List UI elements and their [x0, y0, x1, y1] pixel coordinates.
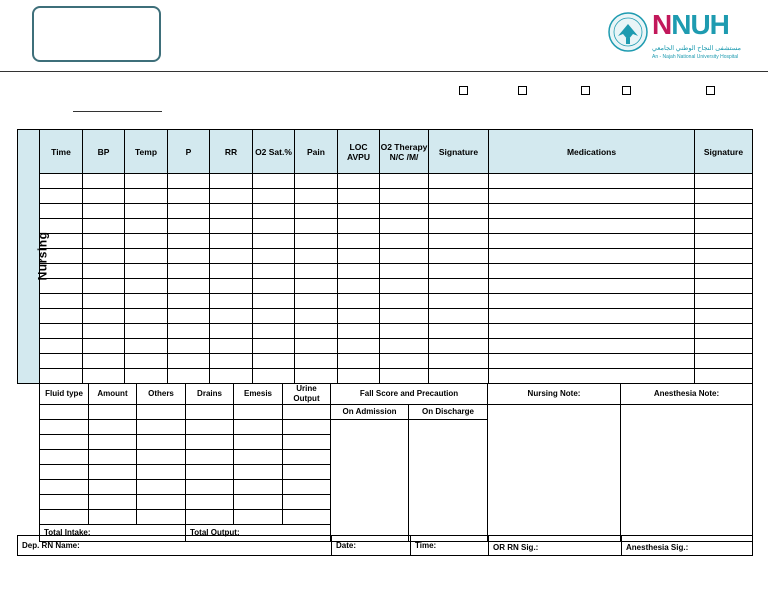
vitals-cell[interactable]: [253, 279, 295, 294]
on-discharge-label: On Discharge: [409, 405, 488, 420]
vitals-cell[interactable]: [125, 354, 168, 369]
fluid-balance-table: [39, 383, 753, 542]
vitals-cell[interactable]: [168, 339, 210, 354]
fluid-cell[interactable]: [234, 450, 283, 465]
vitals-cell[interactable]: [125, 294, 168, 309]
vitals-cell[interactable]: [295, 249, 338, 264]
vitals-cell[interactable]: [168, 354, 210, 369]
fluid-cell[interactable]: [234, 420, 283, 435]
vitals-cell[interactable]: [125, 264, 168, 279]
on-admission-box[interactable]: [331, 420, 409, 542]
total-intake-field[interactable]: Total Intake:: [40, 525, 186, 542]
university-seal-icon: [608, 12, 648, 52]
vitals-cell[interactable]: [253, 324, 295, 339]
vitals-cell[interactable]: [210, 354, 253, 369]
vitals-cell[interactable]: [429, 354, 489, 369]
vitals-cell[interactable]: [295, 294, 338, 309]
vitals-cell[interactable]: [380, 279, 429, 294]
vitals-cell[interactable]: [210, 249, 253, 264]
col-header-others: Others: [137, 384, 186, 405]
vitals-cell[interactable]: [168, 249, 210, 264]
vitals-cell[interactable]: [168, 294, 210, 309]
vitals-cell[interactable]: [695, 324, 753, 339]
vitals-cell[interactable]: [338, 219, 380, 234]
vitals-cell[interactable]: [429, 264, 489, 279]
vitals-row: [18, 324, 753, 339]
vitals-cell[interactable]: [125, 249, 168, 264]
vitals-cell[interactable]: [380, 339, 429, 354]
total-output-field[interactable]: Total Output:: [186, 525, 331, 542]
col-header-time: Time: [40, 130, 83, 174]
vitals-cell[interactable]: [695, 294, 753, 309]
vitals-cell[interactable]: [40, 204, 83, 219]
vitals-cell[interactable]: [295, 264, 338, 279]
fluid-cell[interactable]: [186, 420, 234, 435]
on-admission-label: On Admission: [331, 405, 409, 420]
vitals-cell[interactable]: [253, 174, 295, 189]
fluid-cell[interactable]: [234, 495, 283, 510]
vitals-cell[interactable]: [125, 309, 168, 324]
fluid-cell[interactable]: [137, 420, 186, 435]
vitals-cell[interactable]: [40, 189, 83, 204]
vitals-row: [18, 369, 753, 384]
vitals-cell[interactable]: [83, 339, 125, 354]
vitals-cell[interactable]: [125, 174, 168, 189]
vitals-cell[interactable]: [253, 249, 295, 264]
vitals-cell[interactable]: [489, 219, 695, 234]
logo-english-name: An - Najah National University Hospital: [652, 54, 739, 60]
vitals-cell[interactable]: [83, 309, 125, 324]
vitals-cell[interactable]: [295, 354, 338, 369]
vitals-cell[interactable]: [489, 234, 695, 249]
vitals-cell[interactable]: [295, 309, 338, 324]
vitals-cell[interactable]: [695, 234, 753, 249]
vitals-cell[interactable]: [380, 234, 429, 249]
vitals-cell[interactable]: [489, 369, 695, 384]
vitals-row: [18, 309, 753, 324]
vitals-cell[interactable]: [40, 369, 83, 384]
vitals-cell[interactable]: [295, 174, 338, 189]
vitals-cell[interactable]: [210, 369, 253, 384]
fluid-cell[interactable]: [40, 435, 89, 450]
vitals-cell[interactable]: [695, 249, 753, 264]
checkbox-4[interactable]: [622, 86, 631, 95]
vitals-cell[interactable]: [83, 189, 125, 204]
vitals-cell[interactable]: [295, 339, 338, 354]
nursing-note-label: Nursing Note:: [488, 384, 621, 405]
vitals-cell[interactable]: [380, 309, 429, 324]
fluid-cell[interactable]: [283, 450, 331, 465]
fluid-header-row: [40, 384, 753, 405]
vitals-cell[interactable]: [295, 369, 338, 384]
vitals-cell[interactable]: [338, 294, 380, 309]
vitals-cell[interactable]: [295, 324, 338, 339]
fluid-cell[interactable]: [137, 465, 186, 480]
col-header-signature-2: Signature: [695, 130, 753, 174]
fluid-cell[interactable]: [89, 495, 137, 510]
fluid-cell[interactable]: [40, 480, 89, 495]
time-field[interactable]: Time:: [411, 536, 489, 556]
vitals-cell[interactable]: [253, 264, 295, 279]
vitals-row: [18, 204, 753, 219]
vitals-cell[interactable]: [83, 234, 125, 249]
vitals-cell[interactable]: [168, 309, 210, 324]
vitals-medications-table: [17, 129, 753, 384]
vitals-cell[interactable]: [83, 249, 125, 264]
vitals-cell[interactable]: [338, 174, 380, 189]
vitals-cell[interactable]: [210, 339, 253, 354]
fluid-cell[interactable]: [283, 435, 331, 450]
vitals-cell[interactable]: [295, 189, 338, 204]
fluid-cell[interactable]: [186, 480, 234, 495]
vitals-header-row: [18, 130, 753, 174]
fluid-cell[interactable]: [186, 450, 234, 465]
fluid-cell[interactable]: [137, 450, 186, 465]
vitals-cell[interactable]: [168, 174, 210, 189]
vitals-cell[interactable]: [210, 219, 253, 234]
col-header-bp: BP: [83, 130, 125, 174]
name-underline: [73, 111, 162, 112]
col-header-o2-sat: O2 Sat.%: [253, 130, 295, 174]
vitals-cell[interactable]: [295, 204, 338, 219]
anesthesia-note-label: Anesthesia Note:: [621, 384, 753, 405]
vitals-cell[interactable]: [125, 324, 168, 339]
vitals-cell[interactable]: [125, 189, 168, 204]
vitals-cell[interactable]: [338, 234, 380, 249]
vitals-cell[interactable]: [168, 204, 210, 219]
vitals-cell[interactable]: [338, 204, 380, 219]
vitals-cell[interactable]: [695, 279, 753, 294]
signature-footer: [17, 535, 753, 556]
vitals-cell[interactable]: [295, 279, 338, 294]
vitals-cell[interactable]: [210, 189, 253, 204]
date-field[interactable]: Date:: [332, 536, 411, 556]
vitals-cell[interactable]: [168, 264, 210, 279]
nursing-note-box[interactable]: [488, 405, 621, 542]
fluid-cell[interactable]: [137, 495, 186, 510]
hospital-logo: [608, 8, 741, 64]
col-header-o2-therapy: O2 Therapy N/C /M/: [380, 130, 429, 174]
vitals-cell[interactable]: [380, 219, 429, 234]
checkbox-1[interactable]: [459, 86, 468, 95]
fluid-cell[interactable]: [40, 405, 89, 420]
vitals-cell[interactable]: [253, 309, 295, 324]
vitals-row: [18, 234, 753, 249]
vitals-cell[interactable]: [253, 189, 295, 204]
col-header-loc: LOC AVPU: [338, 130, 380, 174]
logo-wordmark: NNUH: [652, 9, 729, 40]
vitals-cell[interactable]: [338, 354, 380, 369]
vitals-cell[interactable]: [695, 219, 753, 234]
fluid-cell[interactable]: [137, 435, 186, 450]
fluid-cell[interactable]: [89, 510, 137, 525]
vitals-cell[interactable]: [125, 339, 168, 354]
col-header-emesis: Emesis: [234, 384, 283, 405]
vitals-row: [18, 174, 753, 189]
col-header-fluid-type: Fluid type: [40, 384, 89, 405]
fluid-cell[interactable]: [234, 435, 283, 450]
fluid-cell[interactable]: [283, 465, 331, 480]
fluid-cell[interactable]: [234, 480, 283, 495]
vitals-cell[interactable]: [338, 324, 380, 339]
vitals-cell[interactable]: [210, 234, 253, 249]
vitals-cell[interactable]: [380, 204, 429, 219]
vitals-row: [18, 294, 753, 309]
fluid-cell[interactable]: [40, 510, 89, 525]
col-header-medications: Medications: [489, 130, 695, 174]
vitals-cell[interactable]: [380, 324, 429, 339]
col-header-amount: Amount: [89, 384, 137, 405]
col-header-urine-output: Urine Output: [283, 384, 331, 405]
nursing-side-label: Nursing: [18, 130, 40, 384]
fluid-cell[interactable]: [186, 405, 234, 420]
checkbox-2[interactable]: [518, 86, 527, 95]
vitals-cell[interactable]: [253, 294, 295, 309]
fluid-cell[interactable]: [137, 510, 186, 525]
fluid-cell[interactable]: [283, 420, 331, 435]
fall-score-title: Fall Score and Precaution: [331, 384, 488, 405]
vitals-cell[interactable]: [253, 234, 295, 249]
dep-rn-name-field[interactable]: Dep. RN Name:: [18, 536, 332, 556]
vitals-cell[interactable]: [253, 354, 295, 369]
vitals-cell[interactable]: [695, 339, 753, 354]
vitals-cell[interactable]: [40, 279, 83, 294]
vitals-cell[interactable]: [429, 249, 489, 264]
vitals-cell[interactable]: [210, 204, 253, 219]
vitals-cell[interactable]: [489, 309, 695, 324]
vitals-cell[interactable]: [83, 354, 125, 369]
vitals-cell[interactable]: [83, 174, 125, 189]
fluid-cell[interactable]: [137, 405, 186, 420]
fluid-cell[interactable]: [89, 465, 137, 480]
on-discharge-box[interactable]: [409, 420, 488, 542]
checkbox-3[interactable]: [581, 86, 590, 95]
vitals-cell[interactable]: [380, 189, 429, 204]
fluid-cell[interactable]: [186, 465, 234, 480]
fluid-cell[interactable]: [186, 435, 234, 450]
vitals-cell[interactable]: [429, 369, 489, 384]
vitals-cell[interactable]: [168, 189, 210, 204]
vitals-cell[interactable]: [695, 189, 753, 204]
vitals-cell[interactable]: [429, 234, 489, 249]
fluid-cell[interactable]: [89, 405, 137, 420]
vitals-cell[interactable]: [489, 339, 695, 354]
header-divider: [0, 71, 768, 72]
vitals-cell[interactable]: [83, 219, 125, 234]
vitals-cell[interactable]: [125, 234, 168, 249]
vitals-row: [18, 264, 753, 279]
vitals-cell[interactable]: [253, 204, 295, 219]
patient-stamp-box: [32, 6, 161, 62]
fluid-cell[interactable]: [283, 510, 331, 525]
fluid-cell[interactable]: [89, 435, 137, 450]
vitals-cell[interactable]: [489, 264, 695, 279]
vitals-row: [18, 249, 753, 264]
vitals-cell[interactable]: [695, 354, 753, 369]
fluid-cell[interactable]: [40, 450, 89, 465]
vitals-cell[interactable]: [489, 204, 695, 219]
vitals-cell[interactable]: [380, 354, 429, 369]
fluid-cell[interactable]: [283, 405, 331, 420]
vitals-cell[interactable]: [695, 204, 753, 219]
vitals-cell[interactable]: [489, 249, 695, 264]
vitals-cell[interactable]: [338, 249, 380, 264]
vitals-cell[interactable]: [380, 249, 429, 264]
vitals-cell[interactable]: [210, 174, 253, 189]
vitals-cell[interactable]: [695, 174, 753, 189]
fluid-cell[interactable]: [283, 495, 331, 510]
col-header-pain: Pain: [295, 130, 338, 174]
vitals-cell[interactable]: [429, 174, 489, 189]
fluid-cell[interactable]: [40, 495, 89, 510]
vitals-cell[interactable]: [429, 204, 489, 219]
vitals-cell[interactable]: [429, 339, 489, 354]
vitals-cell[interactable]: [40, 354, 83, 369]
or-rn-signature-field[interactable]: OR RN Sig.:: [489, 536, 622, 556]
fluid-cell[interactable]: [89, 480, 137, 495]
vitals-cell[interactable]: [380, 294, 429, 309]
vitals-cell[interactable]: [40, 309, 83, 324]
fluid-cell[interactable]: [40, 420, 89, 435]
vitals-cell[interactable]: [40, 174, 83, 189]
vitals-cell[interactable]: [429, 219, 489, 234]
vitals-cell[interactable]: [338, 339, 380, 354]
vitals-cell[interactable]: [168, 219, 210, 234]
vitals-cell[interactable]: [489, 324, 695, 339]
vitals-cell[interactable]: [83, 204, 125, 219]
vitals-cell[interactable]: [253, 339, 295, 354]
vitals-cell[interactable]: [40, 294, 83, 309]
vitals-cell[interactable]: [210, 309, 253, 324]
vitals-cell[interactable]: [83, 294, 125, 309]
fluid-cell[interactable]: [186, 495, 234, 510]
fluid-cell[interactable]: [186, 510, 234, 525]
fluid-row: [40, 405, 753, 420]
vitals-cell[interactable]: [295, 234, 338, 249]
vitals-cell[interactable]: [429, 324, 489, 339]
vitals-cell[interactable]: [168, 369, 210, 384]
vitals-cell[interactable]: [210, 294, 253, 309]
vitals-cell[interactable]: [83, 264, 125, 279]
fluid-cell[interactable]: [89, 420, 137, 435]
vitals-cell[interactable]: [40, 324, 83, 339]
vitals-cell[interactable]: [125, 279, 168, 294]
logo-arabic-name: مستشفى النجاح الوطني الجامعي: [652, 45, 741, 52]
vitals-cell[interactable]: [695, 264, 753, 279]
vitals-cell[interactable]: [489, 189, 695, 204]
vitals-cell[interactable]: [125, 204, 168, 219]
vitals-cell[interactable]: [380, 369, 429, 384]
vitals-cell[interactable]: [210, 324, 253, 339]
vitals-cell[interactable]: [338, 189, 380, 204]
col-header-signature: Signature: [429, 130, 489, 174]
vitals-cell[interactable]: [380, 174, 429, 189]
vitals-cell[interactable]: [338, 279, 380, 294]
col-header-temp: Temp: [125, 130, 168, 174]
vitals-cell[interactable]: [489, 294, 695, 309]
col-header-drains: Drains: [186, 384, 234, 405]
vitals-cell[interactable]: [83, 324, 125, 339]
vitals-cell[interactable]: [168, 234, 210, 249]
vitals-row: [18, 279, 753, 294]
fluid-cell[interactable]: [283, 480, 331, 495]
vitals-cell[interactable]: [253, 219, 295, 234]
vitals-cell[interactable]: [489, 354, 695, 369]
vitals-cell[interactable]: [338, 264, 380, 279]
vitals-cell[interactable]: [338, 309, 380, 324]
fluid-cell[interactable]: [89, 450, 137, 465]
vitals-row: [18, 219, 753, 234]
vitals-cell[interactable]: [83, 369, 125, 384]
vitals-cell[interactable]: [429, 189, 489, 204]
vitals-cell[interactable]: [429, 294, 489, 309]
fluid-cell[interactable]: [234, 510, 283, 525]
vitals-cell[interactable]: [429, 279, 489, 294]
fluid-cell[interactable]: [234, 465, 283, 480]
vitals-cell[interactable]: [380, 264, 429, 279]
fluid-cell[interactable]: [40, 465, 89, 480]
vitals-cell[interactable]: [168, 279, 210, 294]
vitals-cell[interactable]: [210, 279, 253, 294]
vitals-cell[interactable]: [295, 219, 338, 234]
fluid-cell[interactable]: [137, 480, 186, 495]
fluid-cell[interactable]: [234, 405, 283, 420]
vitals-cell[interactable]: [695, 369, 753, 384]
anesthesia-signature-field[interactable]: Anesthesia Sig.:: [622, 536, 753, 556]
checkbox-5[interactable]: [706, 86, 715, 95]
vitals-cell[interactable]: [253, 369, 295, 384]
vitals-cell[interactable]: [83, 279, 125, 294]
vitals-cell[interactable]: [489, 174, 695, 189]
vitals-cell[interactable]: [168, 324, 210, 339]
vitals-cell[interactable]: [40, 339, 83, 354]
vitals-row: [18, 189, 753, 204]
vitals-row: [18, 354, 753, 369]
vitals-cell[interactable]: [489, 279, 695, 294]
vitals-cell[interactable]: [210, 264, 253, 279]
vitals-cell[interactable]: [125, 219, 168, 234]
anesthesia-note-box[interactable]: [621, 405, 753, 542]
col-header-pulse: P: [168, 130, 210, 174]
vitals-cell[interactable]: [338, 369, 380, 384]
vitals-cell[interactable]: [125, 369, 168, 384]
col-header-rr: RR: [210, 130, 253, 174]
vitals-row: [18, 339, 753, 354]
vitals-cell[interactable]: [429, 309, 489, 324]
vitals-cell[interactable]: [695, 309, 753, 324]
